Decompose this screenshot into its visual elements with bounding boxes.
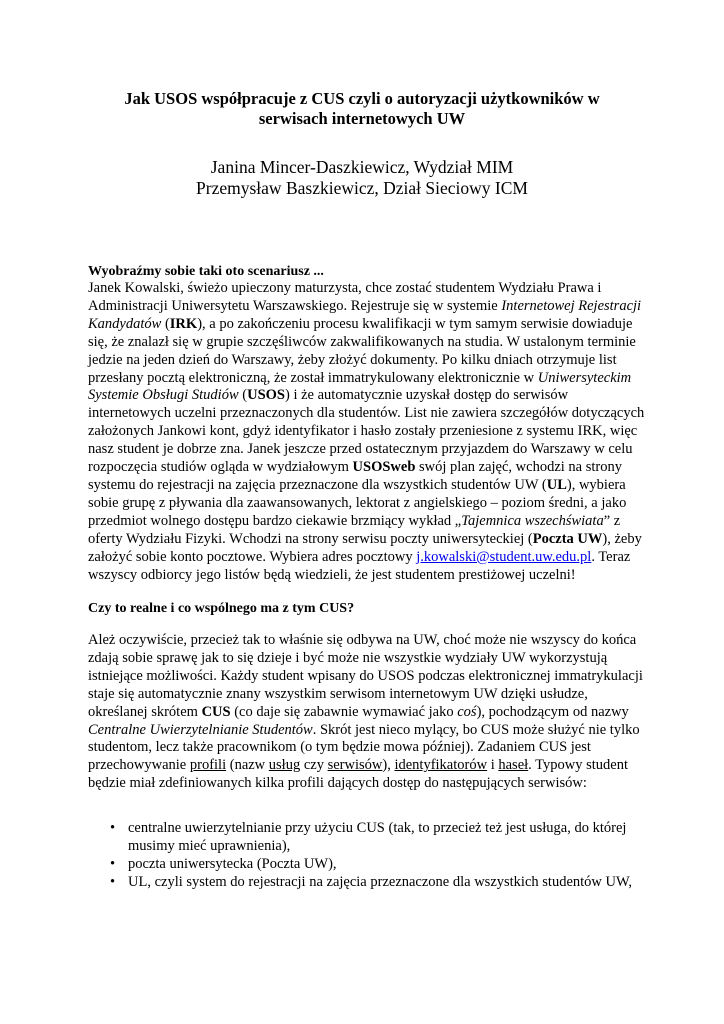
list-item: • centralne uwierzytelnianie przy użyciu CUS (tak, to przecież też jest usługa, do której musimy mieć uprawnienia), [110,820,627,854]
term-profili: profili [189,757,227,774]
term-hasel: haseł [498,757,529,774]
cus-abbrev: CUS [201,703,231,720]
section-heading-scenario: Wyobraźmy sobie taki oto scenariusz ... [88,264,324,279]
paragraph-cus: Ależ oczywiście, przecież tak to właśnie się odbywa na UW, choć może nie wszyscy do końca zdają sobie sprawę jak to się dzieje i być może nie wszystkie wydziały UW wykorzystują istniejące możliwości. Każdy student wpisany do USOS podczas elektronicznej immatrykulacji staje się automatycznie znany wszystkim serwisom internetowym UW dzięki usłudze, określanej skrótem CUS (co daje się zabawnie wymawiać jako coś), pochodzącym od nazwy Centralne Uwierzytelnianie Studentów. Skrót jest nieco mylący, bo CUS może służyć nie tylko studentom, lecz także pracownikom (o tym będzie mowa później). Zadaniem CUS jest przechowywanie profili (nazw usług czy serwisów), identyfikatorów i haseł. Typowy student będzie miał zdefiniowanych kilka profili dających dostęp do następujących serwisów: [88,632,643,792]
irk-abbrev: IRK [169,315,198,332]
irk-full-name: Internetowej Rejestracji Kandydatów [88,297,642,332]
cus-full-name: Centralne Uwierzytelnianie Studentów [88,721,313,738]
bullet-icon: • [110,873,116,890]
email-link[interactable]: j.kowalski@student.uw.edu.pl [416,548,592,565]
list-item: • poczta uniwersytecka (Poczta UW), [110,855,337,872]
lecture-title: Tajemnica wszechświata [461,512,604,529]
poczta-uw-name: Poczta UW [532,530,603,547]
usos-abbrev: USOS [247,387,285,404]
authors [60,157,664,199]
usos-full-name: Uniwersyteckim Systemie Obsługi Studiów [88,369,632,404]
usosweb-name: USOSweb [352,459,416,476]
title-line-2: serwisach internetowych UW [258,109,466,128]
term-identyfikatorow: identyfikatorów [394,757,488,774]
section-heading-cus: Czy to realne i co wspólnego ma z tym CUS? [88,601,355,616]
author-2: Przemysław Baszkiewicz, Dział Sieciowy ICM [196,178,528,198]
bullet-icon: • [110,855,116,872]
title-line-1: Jak USOS współpracuje z CUS czyli o autoryzacji użytkowników w [124,89,600,108]
document-title [60,89,664,129]
term-uslug: usług [268,757,301,774]
bullet-icon: • [110,820,116,836]
ul-abbrev: UL [546,476,567,493]
author-1: Janina Mincer-Daszkiewicz, Wydział MIM [210,157,514,177]
cos-word: coś [457,703,477,720]
paragraph-scenario: Janek Kowalski, świeżo upieczony maturzysta, chce zostać studentem Wydziału Prawa i Administracji Uniwersytetu Warszawskiego. Rejestruje się w systemie Internetowej Rejestracji Kandydatów (IRK), a po zakończeniu procesu kwalifikacji w tym samym serwisie dowiaduje się, że znalazł się w grupie szczęśliwców zakwalifikowanych na studia. W ustalonym terminie jedzie na jeden dzień do Warszawy, żeby złożyć dokumenty. Po kilku dniach otrzymuje list przesłany pocztą elektroniczną, że został immatrykulowany elektronicznie w Uniwersyteckim Systemie Obsługi Studiów (USOS) i że automatycznie uzyskał dostęp do serwisów internetowych uczelni przeznaczonych dla studentów. List nie zawiera szczegółów dotyczących założonych Jankowi kont, gdyż identyfikator i hasło zostały przeniesione z systemu IRK, więc nasz student je dobrze zna. Janek jeszcze przed ostatecznym przyjazdem do Warszawy w celu rozpoczęcia studiów ogląda w wydziałowym USOSweb swój plan zajęć, wchodzi na strony systemu do rejestracji na zajęcia przeznaczone dla wszystkich studentów UW (UL), wybiera sobie grupę z pływania dla zaawansowanych, lektorat z angielskiego – poziom średni, a jako przedmiot wolnego dostępu bardzo ciekawie brzmiący wykład „Tajemnica wszechświata” z oferty Wydziału Fizyki. Wchodzi na strony serwisu poczty uniwersyteckiej (Poczta UW), żeby założyć sobie konto pocztowe. Wybiera adres pocztowy j.kowalski@student.uw.edu.pl. Teraz wszyscy odbiorcy jego listów będą wiedzieli, że jest studentem prestiżowej uczelni! [88,280,645,583]
list-item: • UL, czyli system do rejestracji na zajęcia przeznaczone dla wszystkich studentów UW, [110,873,632,890]
term-serwisow: serwisów [327,757,383,774]
services-list [88,820,648,892]
